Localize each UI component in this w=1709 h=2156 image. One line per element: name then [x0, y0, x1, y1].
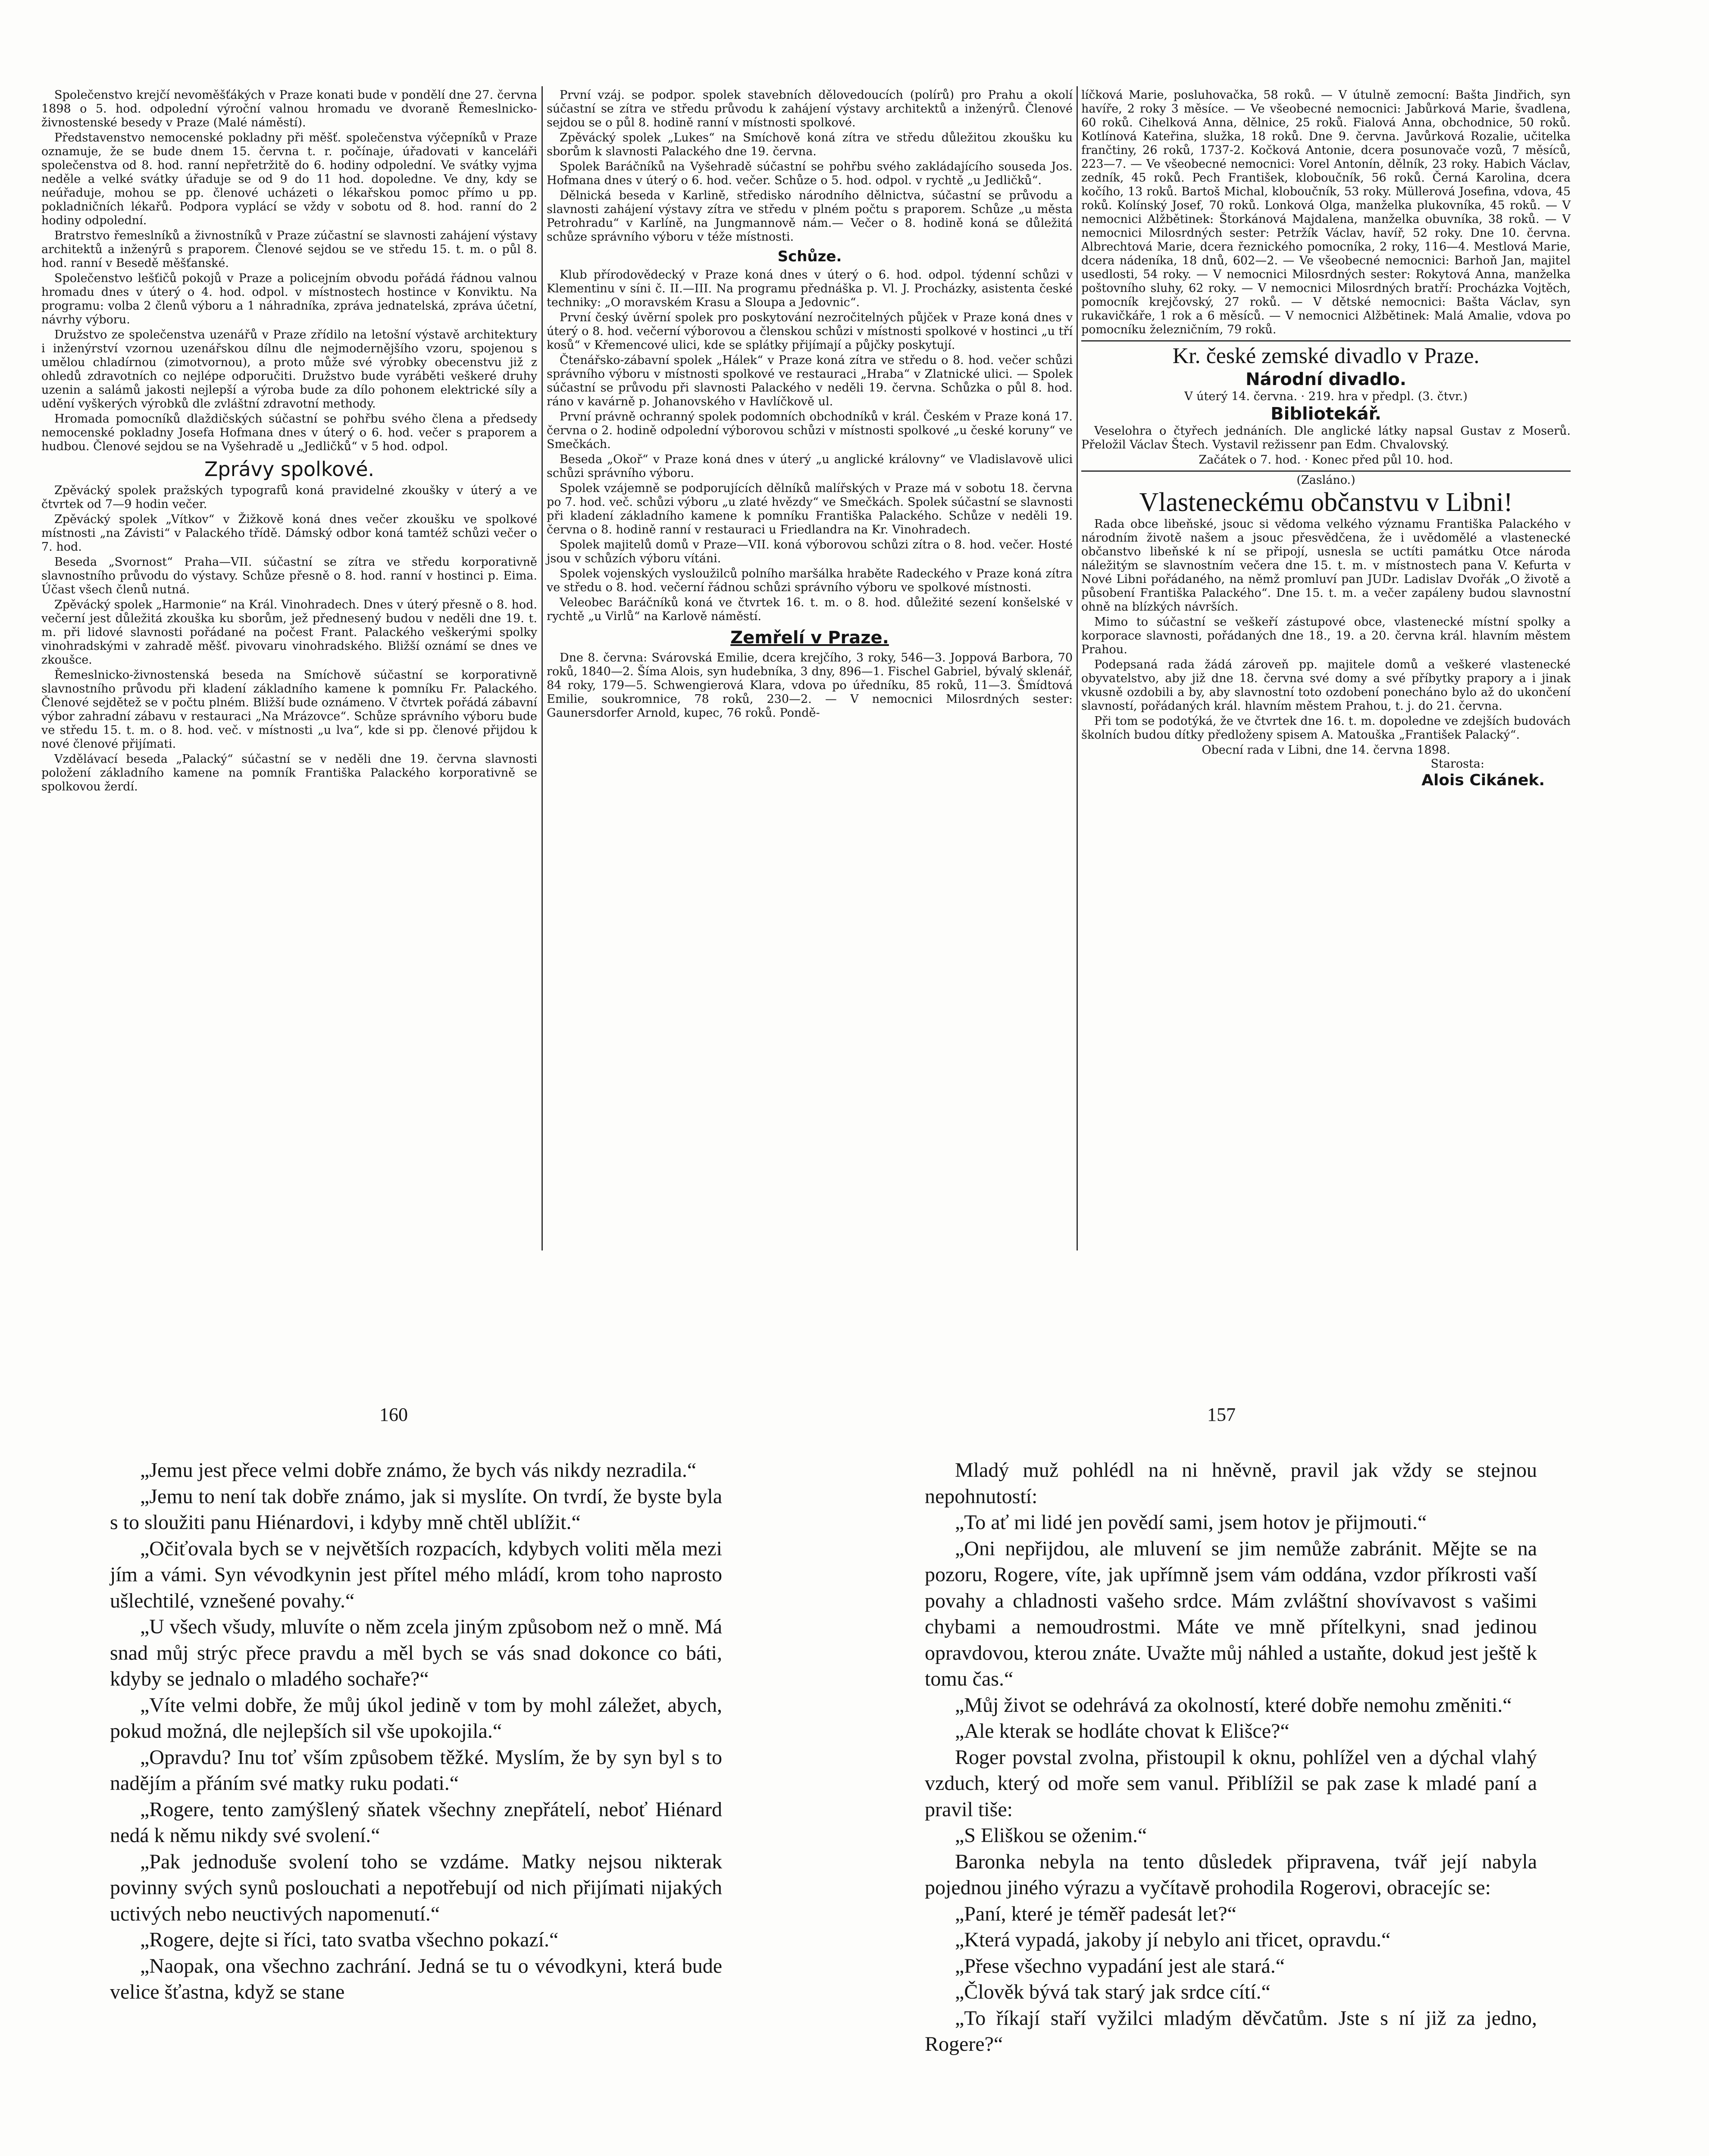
play-title: Bibliotekář. [1271, 404, 1381, 424]
notice-title-liben: Vlasteneckému občanstvu v Libni! [1139, 488, 1513, 517]
story-paragraph: „Víte velmi dobře, že můj úkol jedině v tom by mohl záležet, abych, pokud možná, dle nejlepších sil vše upokojila.“ [110, 1693, 722, 1742]
story-paragraph: „Pak jednoduše svolení toho se vzdáme. Matky nejsou nikterak povinny svých synů poslouchati a nepotřebují od nich přijímati nijakých uctivých nebo neuctivých napomenutí.“ [110, 1850, 722, 1925]
signature-role: Starosta: [1430, 757, 1484, 771]
story-paragraph: „S Eliškou se oženim.“ [955, 1824, 1147, 1847]
deaths-list-continued: líčková Marie, posluhovačka, 58 roků. — V útulně zemocní: Bašta Jindřich, syn havíře, 2 roky 3 měsíce. — Ve všeobecné nemocnici: Jabůrková Marie, švadlena, 60 roků. Cihelková Anna, dělnice, 25 roků. Fialová Anna, obchodnice, 50 roků. Kotlínová Kateřina, služka, 18 roků. Dne 9. června. Javůrková Rozalie, učitelka frančtiny, 26 roků, 1737-2. Kočková Antonie, dcera posunovače vozů, 7 měsíců, 223—7. — Ve všeobecné nemocnici: Vorel Antonín, dělník, 23 roky. Habich Václav, zedník, 45 roků. Pech František, kloboučník, 56 roků. Černá Karolina, dcera kočího, 13 roků. Bartoš Michal, kloboučník, 53 roky. Müllerová Josefina, vdova, 45 roků. Kolínský Josef, 70 roků. Lonková Olga, manželka plukovníka, 45 roků. — V nemocnici Alžbětinek: Štorkánová Majdalena, manželka obuvníka, 38 roků. — V nemocnici Milosrdných sester: Petržík Václav, havíř, 52 roky. Dne 10. června. Albrechtová Marie, dcera řeznického pomocníka, 2 roky, 116—4. Mestlová Marie, dcera nádeníka, 18 dnů, 602—2. — Ve všeobecné nemocnici: Barhoň Jan, majitel usedlosti, 54 roky. — V nemocnici Milosrdných sester: Rokytová Anna, manželka poštovního sluhy, 62 roky. — V nemocnici Milosrdných bratří: Procházka Vojtěch, pomocník krejčovský, 27 roků. — V dětské nemocnici: Bašta Václav, syn rukavičkáře, 1 rok a 6 měsíců. — V nemocnici Alžbětinek: Malá Amalie, vdova po pomocníku železničním, 79 roků. [1081, 88, 1571, 336]
notice-paragraph: První právně ochranný spolek podomních obchodníků v král. Českém v Praze koná 17. června o 2. hodině odpolední výborovou schůzi v místnosti spolkové „u české koruny“ ve Smečkách. [547, 410, 1073, 451]
notice-paragraph: Bratrstvo řemeslníků a živnostníků v Praze zúčastní se slavnosti zahájení výstavy architektů a inženýrů s praporem. Členové sejdou se ve středu 15. t. m. o půl 8. hod. ranní v Besedě měšťanské. [41, 229, 537, 270]
story-paragraph: „To ať mi lidé jen povědí sami, jsem hotov je přijmouti.“ [955, 1511, 1427, 1534]
story-paragraph: Mladý muž pohlédl na ni hněvně, pravil jak vždy se stejnou nepohnutostí: [925, 1459, 1537, 1508]
notice-paragraph: Rada obce libeňské, jsouc si vědoma velkého významu Františka Palackého v národním životě našem a jsouc přesvědčena, že i uvědomělé a vlastenecké občanstvo libeňské k ní se připojí, usnesla se uctíti památku Otce národa náležitým se slavnostním večera dne 15. t. m. v místnostech pana V. Kefurta v Nové Libni pořádaného, na němž promluví pan JUDr. Ladislav Dvořák „O životě a působení Františka Palackého“. Dne 15. t. m. a večer zapáleny budou slavnostní ohně na blízkých návrších. [1081, 517, 1571, 614]
section-title-spolkove: Zprávy spolkové. [204, 458, 375, 481]
notice-paragraph: Vzdělávací beseda „Palacký“ súčastní se v neděli dne 19. června slavnosti položení základního kamene na pomník Františka Palackého korporativně se spolkovou žerdí. [41, 752, 537, 793]
story-paragraph: „Ale kterak se hodláte chovat k Elišce?“ [955, 1720, 1290, 1742]
place-date: Obecní rada v Libni, dne 14. června 1898. [1202, 743, 1450, 757]
notice-paragraph: Zpěvácký spolek „Lukes“ na Smíchově koná zítra ve středu důležitou zkoušku ku sborům k slavnosti Palackého dne 19. června. [547, 131, 1073, 158]
right-page-number: 157 [1207, 1404, 1236, 1425]
notice-paragraph: Při tom se podotýká, že ve čtvrtek dne 16. t. m. dopoledne ve zdejších budovách školních budou dítky předloženy spisem A. Matouška „František Palacký“. [1081, 714, 1571, 742]
story-paragraph: „Jemu jest přece velmi dobře známo, že bych vás nikdy nezradila.“ [140, 1459, 697, 1482]
notice-paragraph: Představenstvo nemocenské pokladny při měšť. společenstva výčepníků v Praze oznamuje, že se bude dnem 15. června t. r. počínaje, úřadovati v kanceláři společenstva od 8. hod. ranní nepřetržitě do 6. hodiny odpolední. Ve svátky vyjma neděle a velké svátky úřaduje se od 9 do 11 hod. dopoledne. Ve dny, kdy se neúřaduje, mohou se pp. členové ucházeti o lékařskou pomoc přímo u pp. pokladničních lékařů. Podpora vyplácí se vždy v sobotu od 8. hod. ranní do 2 hodiny odpolední. [41, 131, 537, 227]
story-paragraph: „Oni nepřijdou, ale mluvení se jim nemůže zabránit. Mějte se na pozoru, Rogere, víte, jak upřímně jsem vám oddána, vzdor příkrosti vaší povahy a chladnosti vašeho srdce. Mám zvláštní shovívavost s vašimi chybami a nemoudrostmi. Máte ve mně přítelkyni, snad jedinou opravdovou, kterou znáte. Uvažte můj náhled a ustaňte, dokud jest ještě k tomu čas.“ [925, 1537, 1537, 1690]
theatre-title: Kr. české zemské divadlo v Praze. [1172, 344, 1480, 368]
notice-paragraph: Beseda „Okoř“ v Praze koná dnes v úterý „u anglické královny“ ve Vladislavově ulici schůzi správního výboru. [547, 453, 1073, 480]
story-paragraph: „To říkají staří vyžilci mladým děvčatům. Jste s ní již za jedno, Rogere?“ [925, 2006, 1537, 2056]
notice-paragraph: Veleobec Baráčníků koná ve čtvrtek 16. t. m. o 8. hod. důležité sezení konšelské v rychtě „u Virlů“ na Karlově náměstí. [547, 596, 1073, 623]
notice-paragraph: Zpěvácký spolek „Vítkov“ v Žižkově koná dnes večer zkoušku ve spolkové místnosti „na Závisti“ v Palackého třídě. Dámský odbor koná tamtéž schůzi večer o 7. hod. [41, 513, 537, 554]
story-paragraph: Roger povstal zvolna, přistoupil k oknu, pohlížel ven a dýchal vlahý vzduch, který od moře sem vanul. Přiblížil se pak zase k mladé paní a pravil tiše: [925, 1745, 1537, 1821]
section-title-schuze: Schůze. [777, 248, 842, 265]
newspaper-column-3 [1081, 88, 1571, 790]
notice-paragraph: Spolek majitelů domů v Praze—VII. koná výborovou schůzi zítra o 8. hod. večer. Hosté jsou v schůzích výboru vítáni. [547, 538, 1073, 565]
newspaper-column-1 [41, 88, 537, 795]
theatre-performance-line: V úterý 14. června. · 219. hra v předpl. (3. čtvr.) [1184, 390, 1468, 403]
story-paragraph: „Opravdu? Inu toť vším způsobem těžké. Myslím, že by syn byl s to nadějím a přáním své matky ruku podati.“ [110, 1745, 722, 1795]
notice-paragraph: Dělnická beseda v Karlině, středisko národního dělnictva, súčastní se průvodu a slavnosti zahájení výstavy zítra ve středu v plném počtu s praporem. Schůze „u města Petrohradu“ v Karlíně, na Jungmannově nám.— Večer o 8. hodině koná se důležitá schůze správního výboru v téže místnosti. [547, 189, 1073, 244]
left-page-number: 160 [379, 1404, 408, 1425]
story-paragraph: „Která vypadá, jakoby jí nebylo ani třicet, opravdu.“ [955, 1928, 1391, 1951]
newspaper-column-2 [547, 88, 1073, 721]
notice-paragraph: Zpěvácký spolek pražských typografů koná pravidelné zkoušky v úterý a ve čtvrtek od 7—9 hodin večer. [41, 484, 537, 511]
section-title-zemreli: Zemřelí v Praze. [730, 628, 889, 648]
signature-name: Alois Cikánek. [1421, 771, 1545, 789]
deaths-list: Dne 8. června: Svárovská Emilie, dcera krejčího, 3 roky, 546—3. Joppová Barbora, 70 roků, 1840—2. Šíma Alois, syn hudebníka, 3 dny, 896—1. Fischel Gabriel, bývalý sklenář, 84 roky, 179—5. Schwengierová Klara, vdova po úředníku, 85 roků, 11—3. Šmídtová Emilie, soukromnice, 78 roků, 230—2. — V nemocnici Milosrdných sester: Gaunersdorfer Arnold, kupec, 76 roků. Pondě- [547, 651, 1073, 720]
notice-paragraph: Spolek Baráčníků na Vyšehradě súčastní se pohřbu svého zakládajícího souseda Jos. Hofmana dnes v úterý o 6. hod. večer. Schůze o 5. hod. odpol. v rychtě „u Jedličků“. [547, 160, 1073, 187]
column-rule-right [1077, 86, 1078, 1250]
right-page-text [925, 1457, 1537, 2058]
story-paragraph: „Rogere, dejte si říci, tato svatba všechno pokazí.“ [140, 1928, 559, 1951]
story-paragraph: „Paní, které je téměř padesát let?“ [955, 1902, 1236, 1925]
play-times: Začátek o 7. hod. · Konec před půl 10. hod. [1199, 453, 1453, 467]
theatre-subtitle: Národní divadlo. [1246, 370, 1406, 389]
notice-paragraph: První český úvěrní spolek pro poskytování nezročitelných půjček v Praze koná dnes v úterý o 8. hod. večerní výborovou a členskou schůzi v místnosti spolkové v hostinci „u tří kosů“ v Křemencové ulici, kde se splátky přijímají a půjčky poskytují. [547, 311, 1073, 352]
notice-paragraph: Klub přírodovědecký v Praze koná dnes v úterý o 6. hod. odpol. týdenní schůzi v Klementinu v síni č. II.—III. Na programu přednáška p. Vl. J. Procházky, asistenta české techniky: „O moravském Krasu a Sloupa a Jedovnic“. [547, 268, 1073, 309]
notice-paragraph: Beseda „Svornost“ Praha—VII. súčastní se zítra ve středu korporativně slavnostního průvodu do výstavy. Schůze přesně o 8. hod. ranní v hostinci p. Eima. Účast všech členů nutná. [41, 555, 537, 596]
story-paragraph: „Jemu to není tak dobře známo, jak si myslíte. On tvrdí, že byste byla s to sloužiti panu Hiénardovi, i kdyby mně chtěl ublížit.“ [110, 1485, 722, 1534]
notice-paragraph: Řemeslnicko-živnostenská beseda na Smíchově súčastní se korporativně slavnostního průvodu při kladení základního kamene k pomníku Fr. Palackého. Členové sejdětež se v počtu plném. Bližší bude oznámeno. V čtvrtek pořádá zábavní výbor zahradní zábavu v restauraci „Na Mrázovce“. Schůze správního výboru bude ve středu 15. t. m. o 8. hod. več. v místnosti „u lva“, kde si pp. členové přijdou k nové členové přijímati. [41, 668, 537, 751]
play-description: Veselohra o čtyřech jednáních. Dle anglické látky napsal Gustav z Moserů. Přeložil Václav Štech. Vystavil režissenr pan Edm. Chvalovský. [1081, 424, 1571, 451]
notice-paragraph: Spolek vzájemně se podporujících dělníků malířských v Praze má v sobotu 18. června po 7. hod. več. schůzi výboru „u zlaté hvězdy“ ve Smečkách. Spolek súčastní se slavnosti při kladení základního kamene k pomníku Františka Palackého. Schůze v neděli 19. června o 8. hodině ranní v restauraci u Friedlandra na Kr. Vinohradech. [547, 482, 1073, 536]
story-paragraph: „Naopak, ona všechno zachrání. Jedná se tu o vévodkyni, která bude velice šťastna, když se stane [110, 1954, 722, 2003]
notice-paragraph: Společenstvo krejčí nevoměšťákých v Praze konati bude v pondělí dne 27. června 1898 o 5. hod. odpolední výroční valnou hromadu ve dvoraně Řemeslnicko-živnostenské besedy v Praze (Malé náměstí). [41, 88, 537, 129]
story-paragraph: „U všech všudy, mluvíte o něm zcela jiným způsobom než o mně. Má snad můj strýc přece pravdu a měl bych se vás snad dokonce co báti, kdyby se jednalo o mladého sochaře?“ [110, 1615, 722, 1690]
notice-paragraph: Podepsaná rada žádá zároveň pp. majitele domů a veškeré vlastenecké obyvatelstvo, aby již dne 18. června své domy a své příbytky prapory a i jinak vkusně ozdobili a by, aby slavnostní toto ozdobení ponecháno bylo až do ukončení slavností, pořádaných král. hlavním městem Prahou, t. j. do 21. června. [1081, 658, 1571, 713]
notice-paragraph: První vzáj. se podpor. spolek stavebních dělovedoucích (polírů) pro Prahu a okolí súčastní se zítra ve středu průvodu k zahájení výstavy architektů a inženýrů. Členové sejdou se o půl 8. hodině ranní v místnosti spolkové. [547, 88, 1073, 129]
notice-paragraph: Hromada pomocníků dlaždičských súčastní se pohřbu svého člena a předsedy nemocenské pokladny Josefa Hofmana dnes v úterý o 6. hod. večer s praporem a hudbou. Členové sejdou se na Vyšehradě u „Jedličků“ v 5 hod. odpol. [41, 412, 537, 453]
column-rule-left [541, 86, 543, 1250]
notice-paragraph: Čtenářsko-zábavní spolek „Hálek“ v Praze koná zítra ve středu o 8. hod. večer schůzi správního výboru v místnosti spolkové ve restauraci „Hraba“ v Zlatnické ulici. — Spolek súčastní se průvodu při slavnosti Palackého v neděli 19. června. Schůzka o půl 8. hod. ráno v kavárně p. Johanovského v Havlíčkově ul. [547, 354, 1073, 408]
notice-paragraph: Družstvo ze společenstva uzenářů v Praze zřídilo na letošní výstavě architektury i inženýrství vzornou uzenářskou dílnu dle nejmodernějšího vzoru, spojenou s umělou chladírnou (zimotvornou), a proto může své výrobky obecenstvu již z ohledů zdravotních co nejlépe odporučiti. Družstvo bude vyráběti veškeré druhy uzenin a salámů jakosti nejlepší a výroba bude za dílo pohonem elektrické síly a udění vyškerých výrobků dle zvláštní zdravotní methody. [41, 328, 537, 411]
story-paragraph: „Rogere, tento zamýšlený sňatek všechny znepřátelí, neboť Hiénard nedá k němu nikdy své svolení.“ [110, 1798, 722, 1847]
story-paragraph: Baronka nebyla na tento důsledek připravena, tvář její nabyla pojednou jiného výrazu a vyčítavě prohodila Rogerovi, obracejíc se: [925, 1850, 1537, 1899]
story-paragraph: „Můj život se odehrává za okolností, které dobře nemohu změniti.“ [955, 1693, 1512, 1717]
notice-paragraph: Společenstvo lešťičů pokojů v Praze a policejním obvodu pořádá řádnou valnou hromadu dnes v úterý o 4. hod. odpol. v místnostech hostince v Konviktu. Na programu: volba 2 členů výboru a 1 náhradníka, zpráva jednatelská, zpráva účetní, návrhy výboru. [41, 272, 537, 326]
notice-paragraph: Spolek vojenských vysloužilců polního maršálka hraběte Radeckého v Praze koná zítra ve středu o 8. hod. večerní řádnou schůzi správního výboru ve spolkové místnosti. [547, 567, 1073, 594]
zaslano-label: (Zasláno.) [1296, 473, 1355, 487]
story-paragraph: „Člověk bývá tak starý jak srdce cítí.“ [955, 1981, 1271, 2003]
notice-paragraph: Mimo to súčastní se veškeří zástupové obce, vlastenecké místní spolky a korporace slavnosti, pořádaných dne 18., 19. a 20. června král. hlavním městem Prahou. [1081, 615, 1571, 656]
story-paragraph: „Přese všechno vypadání jest ale stará.“ [955, 1954, 1285, 1977]
story-paragraph: „Očiťovala bych se v největších rozpacích, kdybych voliti měla mezi jím a vámi. Syn vévodkynin jest přítel mého mládí, krom toho naprosto ušlechtilé, vznešené povahy.“ [110, 1537, 722, 1612]
notice-paragraph: Zpěvácký spolek „Harmonie“ na Král. Vinohradech. Dnes v úterý přesně o 8. hod. večerní jest důležitá zkouška ku sborům, jež přednesený budou v neděli dne 19. t. m. při lidové slavnosti pořádané na počest Frant. Palackého veškerými spolky vinohradskými v zahradě měšť. pivovaru vinohradského. Bližší oznámí se dnes ve zkoušce. [41, 598, 537, 667]
left-page-text [110, 1457, 722, 2006]
